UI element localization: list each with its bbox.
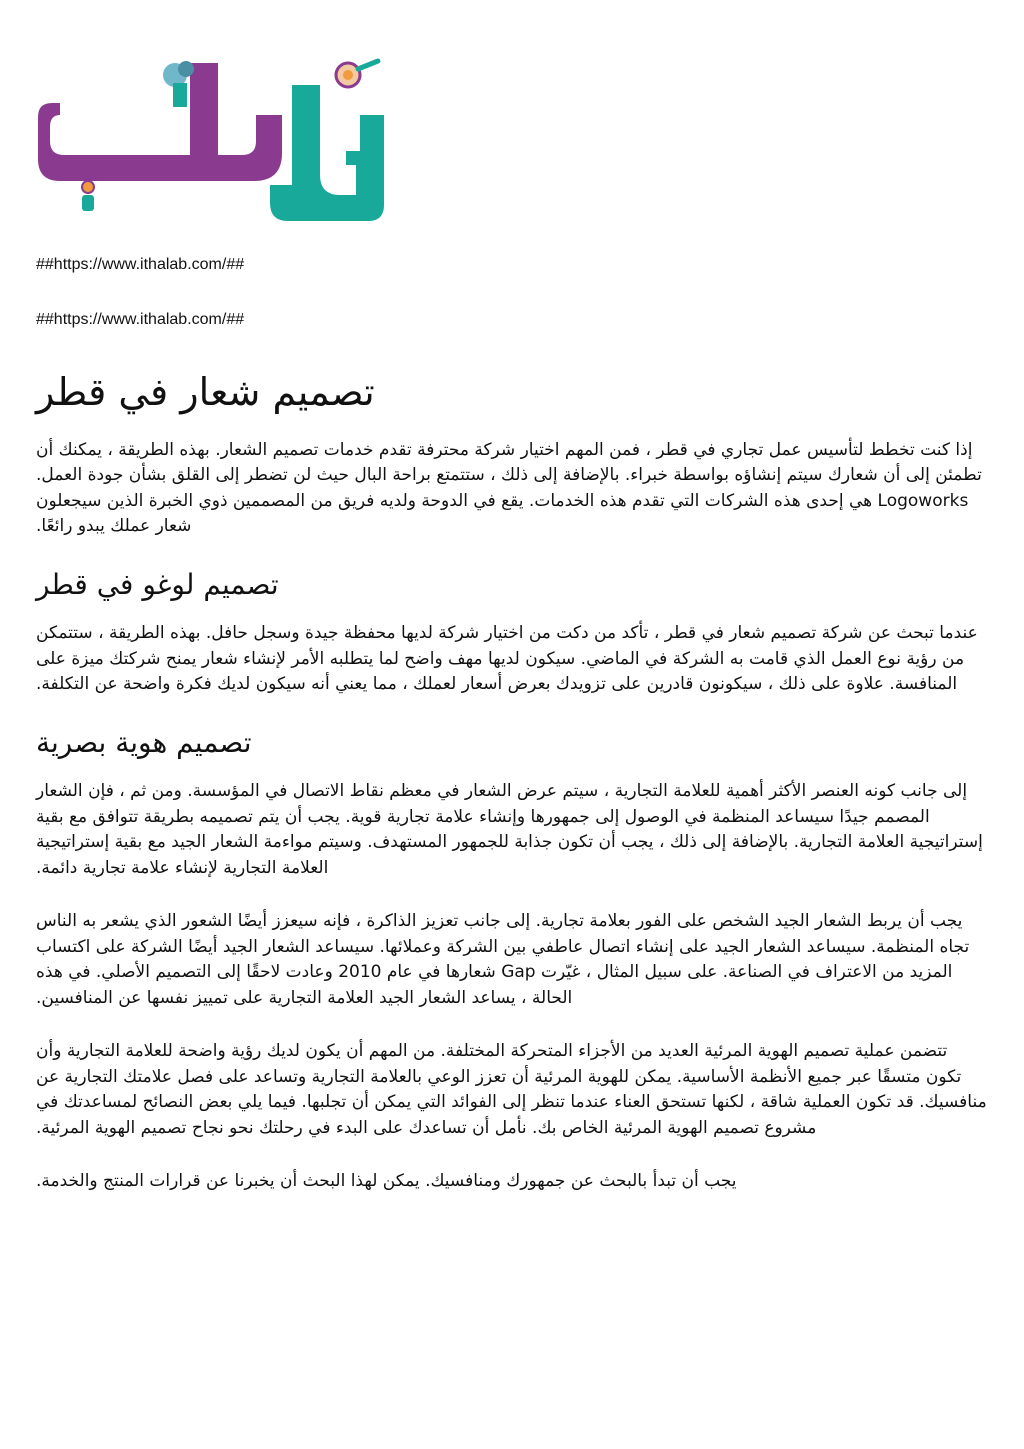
ithalab-logo [30, 55, 385, 225]
page-title: تصميم شعار في قطر [36, 370, 375, 414]
heading-visual-identity: تصميم هوية بصرية [36, 725, 252, 759]
paragraph-3: إلى جانب كونه العنصر الأكثر أهمية للعلامة التجارية ، سيتم عرض الشعار في معظم نقاط الاتصال في المؤسسة. ومن ثم ، فإن الشعار المصمم جيدًا سيساعد المنظمة في الوصول إلى جمهورها وإنشاء علامة تجارية قوية. يجب أن يتم تصميمه بطريقة تتوافق مع بقية إستراتيجية العلامة التجارية. بالإضافة إلى ذلك ، يجب أن تكون جذابة للجمهور المستهدف. وسيتم مواءمة الشعار الجيد مع بقية إستراتيجية العلامة التجارية لإنشاء علامة تجارية دائمة. [36, 781, 983, 878]
paragraph-5: تتضمن عملية تصميم الهوية المرئية العديد من الأجزاء المتحركة المختلفة. من المهم أن يكون لديك رؤية واضحة للعلامة التجارية وأن تكون متسقًا عبر جميع الأنظمة الأساسية. يمكن للهوية المرئية أن تعزز الوعي بالعلامة التجارية وتساعد على فصل علامتك التجارية عن منافسيك. قد تكون العملية شاقة ، لكنها تستحق العناء عندما تنظر إلى الفوائد التي يمكن أن تجلبها. فيما يلي بعض النصائح لمساعدتك في مشروع تصميم الهوية المرئية الخاص بك. نأمل أن تساعدك على البدء في رحلتك نحو نجاح تصميم الهوية المرئية. [36, 1041, 987, 1138]
paragraph-6: يجب أن تبدأ بالبحث عن جمهورك ومنافسيك. يمكن لهذا البحث أن يخبرنا عن قرارات المنتج والخدمة. [36, 1171, 737, 1192]
logo-letter-teal [270, 85, 384, 221]
paragraph-2: عندما تبحث عن شركة تصميم شعار في قطر ، تأكد من دكت من اختيار شركة لديها محفظة جيدة وسجل حافل. بهذه الطريقة ، ستتمكن من رؤية نوع العمل الذي قامت به الشركة في الماضي. سيكون لديها مهف واضح لما يتطلبه الأمر لإنشاء شعار يمنح شركتك ميزة على المنافسة. علاوة على ذلك ، سيكونون قادرين على تزويدك بعرض أسعار لعملك ، مما يعني أنه سيكون لديك فكرة واضحة عن التكلفة. [36, 623, 978, 695]
person-icon [82, 181, 94, 211]
magnifier-icon [336, 61, 378, 87]
url-line-2[interactable]: ##https://www.ithalab.com/## [36, 311, 245, 328]
url-line-1[interactable]: ##https://www.ithalab.com/## [36, 256, 245, 273]
paragraph-4: يجب أن يربط الشعار الجيد الشخص على الفور بعلامة تجارية. إلى جانب تعزيز الذاكرة ، فإنه سيعزز أيضًا الشعور الذي يشعر به الناس تجاه المنظمة. سيساعد الشعار الجيد على إنشاء اتصال عاطفي بين الشركة وعملائها. سيساعد الشعار الجيد أيضًا الشركة على اكتساب المزيد من الاعتراف في الصناعة. على سبيل المثال ، غيّرت Gap شعارها في عام 2010 وعادت لاحقًا إلى التصميم الأصلي. في هذه الحالة ، يساعد الشعار الجيد العلامة التجارية على تمييز نفسها عن المنافسين. [36, 911, 970, 1008]
logo-tree-icon [163, 61, 194, 107]
paragraph-1: إذا كنت تخطط لتأسيس عمل تجاري في قطر ، فمن المهم اختيار شركة محترفة تقدم خدمات تصميم الشعار. بهذه الطريقة ، يمكنك أن تطمئن إلى أن شعارك سيتم إنشاؤه بواسطة خبراء. بالإضافة إلى ذلك ، ستتمتع براحة البال حيث لن تضطر إلى القلق بشأن جودة العمل. Logoworks هي إحدى هذه الشركات التي تقدم هذه الخدمات. يقع في الدوحة ولديه فريق من المصممين ذوي الخبرة الذين سيجعلون شعار عملك يبدو رائعًا. [36, 439, 982, 537]
logo-wordmark-purple [38, 63, 282, 181]
document-body [36, 370, 988, 1223]
heading-logo-design: تصميم لوغو في قطر [36, 567, 279, 601]
